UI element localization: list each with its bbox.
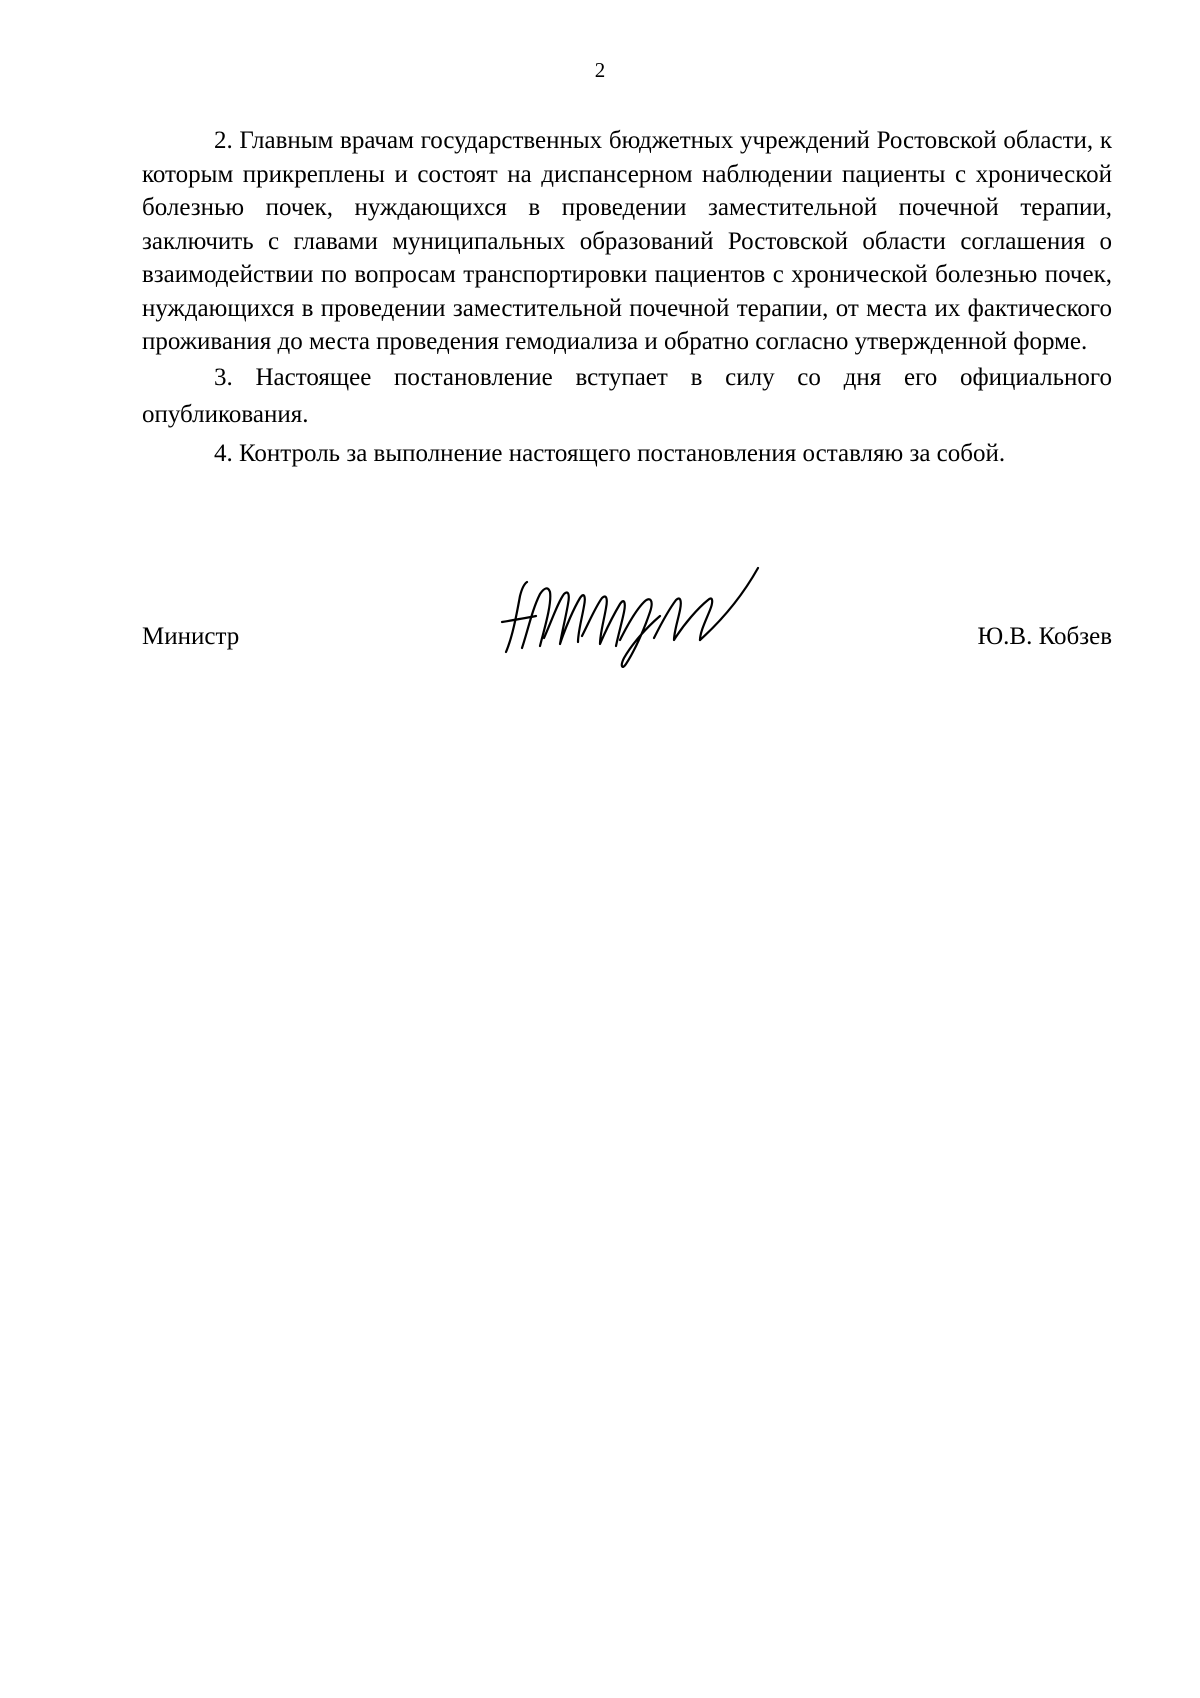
paragraph-3: 3. Настоящее постановление вступает в силу со дня его официального опубликования. [142,363,1112,428]
paragraph-4: 4. Контроль за выполнение настоящего постановления оставляю за собой. [214,439,1006,467]
signatory-title: Министр [142,623,240,650]
page-number: 2 [594,58,606,82]
signatory-name: Ю.В. Кобзев [977,623,1112,650]
handwritten-signature [494,560,764,680]
paragraph-2: 2. Главным врачам государственных бюджетных учреждений Ростовской области, к которым прикреплены и состоят на диспансерном наблюдении пациенты с хронической болезнью почек, нуждающихся в проведении заместительной почечной терапии, заключить с главами муниципальных образований Ростовской области соглашения о взаимодействии по вопросам транспортировки пациентов с хронической болезнью почек, нуждающихся в проведении заместительной почечной терапии, от места их фактического проживания до места проведения гемодиализа и обратно согласно утвержденной форме. [142,127,1112,355]
document-body [142,124,1112,470]
signature-block [142,560,1112,690]
